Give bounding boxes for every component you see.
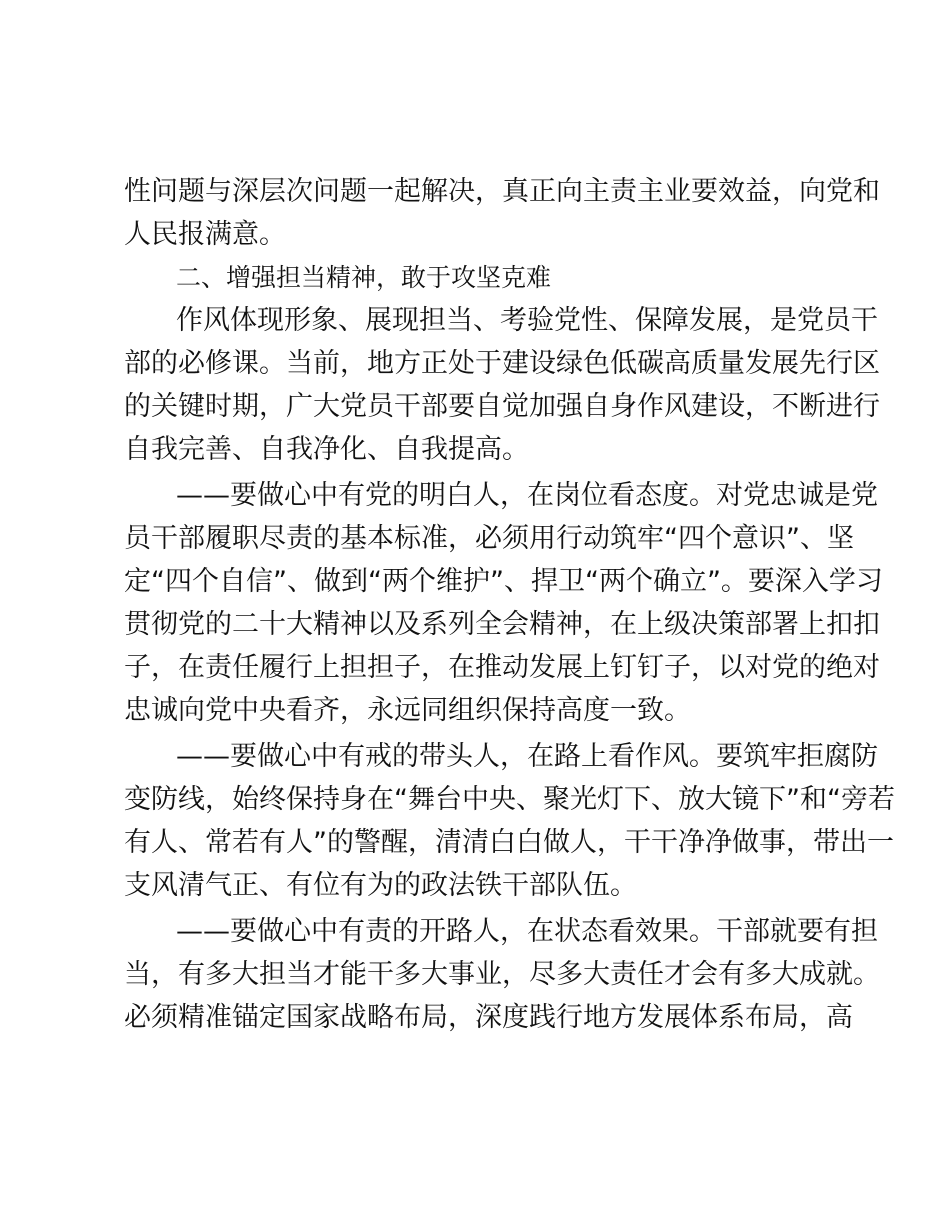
text-line: 作风体现形象、展现担当、考验党性、保障发展，是党员干 — [176, 305, 878, 336]
text-line: 子，在责任履行上担担子，在推动发展上钉钉子，以对党的绝对 — [124, 652, 880, 683]
text-line: 定“四个自信”、做到“两个维护”、捍卫“两个确立”。要深入学习 — [124, 566, 883, 597]
text-line: ——要做心中有戒的带头人，在路上看作风。要筑牢拒腐防 — [176, 741, 878, 772]
text-line: ——要做心中有责的开路人，在状态看效果。干部就要有担 — [176, 916, 878, 947]
text-line: 忠诚向党中央看齐，永远同组织保持高度一致。 — [124, 695, 691, 726]
text-line: 员干部履职尽责的基本标准，必须用行动筑牢“四个意识”、坚 — [124, 523, 854, 554]
text-line: 人民报满意。 — [124, 219, 286, 250]
text-line: 变防线，始终保持身在“舞台中央、聚光灯下、放大镜下”和“旁若 — [124, 784, 895, 815]
text-line: 部的必修课。当前，地方正处于建设绿色低碳高质量发展先行区 — [124, 348, 880, 379]
section-heading: 二、增强担当精神，敢于攻坚克难 — [176, 263, 552, 292]
text-line: 支风清气正、有位有为的政法铁干部队伍。 — [124, 870, 637, 901]
text-line: 贯彻党的二十大精神以及系列全会精神，在上级决策部署上扣扣 — [124, 609, 880, 640]
text-line: 性问题与深层次问题一起解决，真正向主责主业要效益，向党和 — [124, 176, 880, 207]
text-line: 自我完善、自我净化、自我提高。 — [124, 434, 529, 465]
text-line: 有人、常若有人”的警醒，清清白白做人，干干净净做事，带出一 — [124, 827, 894, 858]
text-line: ——要做心中有党的明白人，在岗位看态度。对党忠诚是党 — [176, 480, 878, 511]
text-line: 必须精准锚定国家战略布局，深度践行地方发展体系布局，高 — [124, 1002, 853, 1033]
text-line: 的关键时期，广大党员干部要自觉加强自身作风建设，不断进行 — [124, 391, 880, 422]
text-line: 当，有多大担当才能干多大事业，尽多大责任才会有多大成就。 — [124, 959, 880, 990]
